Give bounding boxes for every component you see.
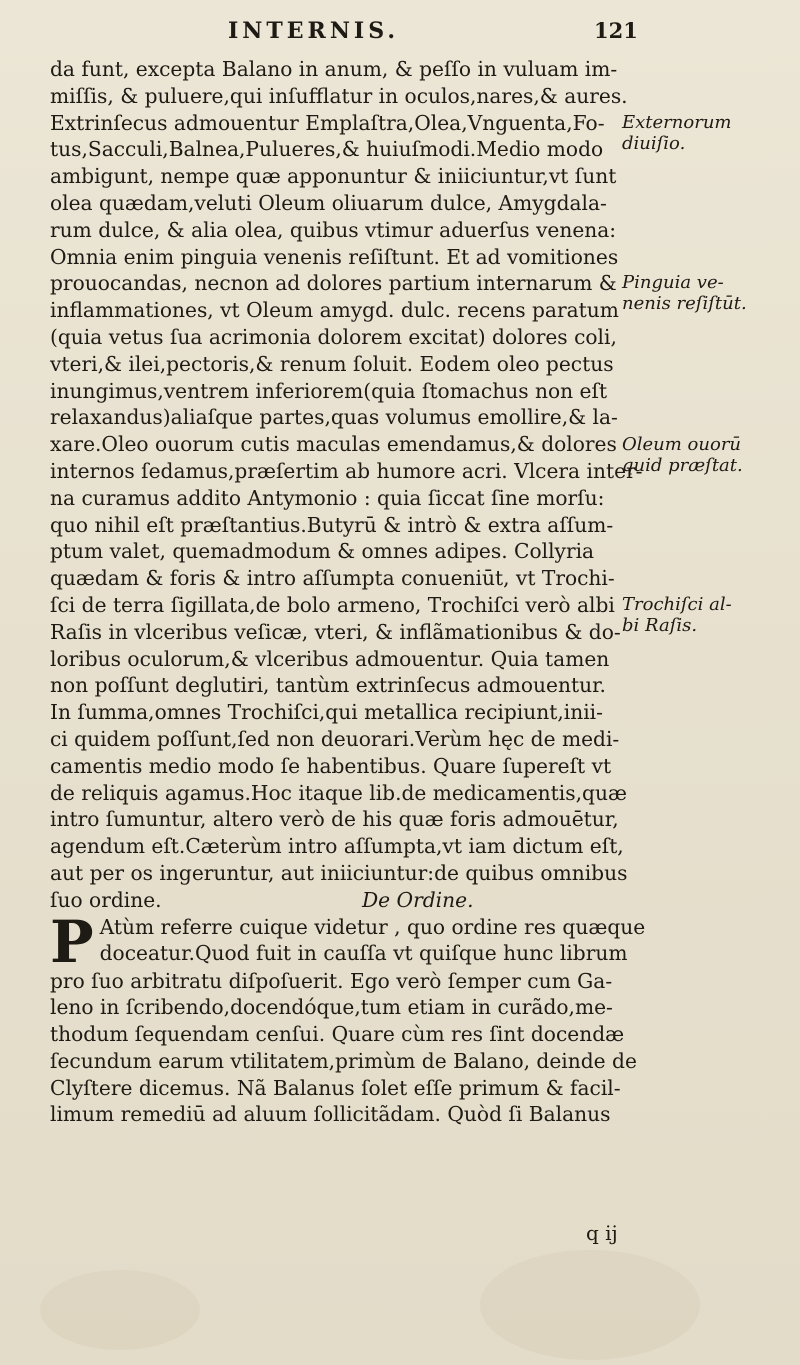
running-title: INTERNIS. (228, 18, 399, 44)
text-line: ptum valet, quemadmodum & omnes adipes. Collyria (50, 539, 595, 564)
text-line: ſci de terra ſigillata,de bolo armeno, Trochiſci verò albi (50, 592, 615, 617)
text-line: ſecundum earum vtilitatem,primùm de Balano, deinde de (50, 1048, 637, 1073)
text-line: prouocandas, necnon ad dolores partium internarum & (50, 271, 617, 296)
text-line: miſſis, & puluere,qui inſufflatur in oculos,nares,& aures. (50, 83, 628, 108)
text-line: leno in ſcribendo,docendóque,tum etiam in curãdo,me- (50, 995, 613, 1020)
paper-stain (480, 1250, 700, 1360)
text-line: agendum eſt.Cæterùm intro aſſumpta,vt iam dictum eſt, (50, 834, 624, 859)
text-line: non poſſunt deglutiri, tantùm extrinſecus admouentur. (50, 673, 606, 698)
text-line: relaxandus)aliaſque partes,quas volumus emollire,& la- (50, 405, 618, 430)
text-line: inflammationes, vt Oleum amygd. dulc. recens paratum (50, 298, 619, 323)
text-line: (quia vetus ſua acrimonia dolorem excitat) dolores coli, (50, 324, 617, 349)
note-line: quid præſtat. (622, 455, 743, 476)
running-head (0, 12, 800, 48)
text-line: ſuo ordine. (50, 887, 162, 912)
main-text-column (50, 56, 646, 1128)
text-line: Extrinſecus admouentur Emplaſtra,Olea,Vnguenta,Fo- (50, 110, 605, 135)
text-line: ambigunt, nempe quæ apponuntur & iniiciuntur,vt ſunt (50, 164, 617, 189)
note-line: Externorum (622, 112, 732, 133)
marginal-note (622, 594, 732, 636)
text-line: rum dulce, & alia olea, quibus vtimur aduerſus venena: (50, 217, 617, 242)
note-line: Trochiſci al- (622, 594, 732, 615)
text-line: da funt, excepta Balano in anum, & peſſo in vuluam im- (50, 57, 618, 81)
text-line: doceatur.Quod fuit in cauſſa vt quiſque hunc librum (99, 941, 628, 966)
section-heading: De Ordine. (362, 887, 474, 912)
text-line: quædam & foris & intro aſſumpta conueniūt, vt Trochi- (50, 566, 615, 591)
text-line: quo nihil eſt præſtantius.Butyrū & intrò & extra aſſum- (50, 512, 614, 537)
text-line: de reliquis agamus.Hoc itaque lib.de medicamentis,quæ (50, 780, 627, 805)
note-line: Oleum ouorū (622, 434, 742, 455)
text-line: Clyſtere dicemus. Nã Balanus ſolet eſſe primum & facil- (50, 1075, 621, 1100)
text-line: thodum ſequendam cenſui. Quare cùm res ſint docendæ (50, 1022, 625, 1047)
paper-stain (40, 1270, 200, 1350)
text-line: Omnia enim pinguia venenis reſiſtunt. Et ad vomitiones (50, 244, 619, 269)
text-line: limum remediū ad aluum ſollicitãdam. Quòd ſi Balanus (50, 1102, 611, 1127)
signature-mark: q ij (586, 1221, 618, 1245)
text-line: na curamus addito Antymonio : quia ſiccat ſine morſu: (50, 485, 605, 510)
note-line: bi Raſis. (622, 615, 698, 636)
text-line: aut per os ingeruntur, aut iniiciuntur:de quibus omnibus (50, 860, 628, 885)
text-line: olea quædam,veluti Oleum oliuarum dulce, Amygdala- (50, 190, 607, 215)
text-line: ci quidem poſſunt,ſed non deuorari.Verùm hęc de medi- (50, 726, 620, 751)
marginal-note (622, 434, 743, 476)
page-number: 121 (594, 18, 638, 43)
note-line: diuiſio. (622, 133, 686, 154)
text-line: xare.Oleo ouorum cutis maculas emendamus,& dolores (50, 432, 617, 457)
marginal-note (622, 272, 747, 314)
text-line: camentis medio modo ſe habentibus. Quare ſupereſt vt (50, 753, 612, 778)
text-line: vteri,& ilei,pectoris,& renum ſoluit. Eodem oleo pectus (50, 351, 614, 376)
text-line: Raſis in vlceribus veſicæ, vteri, & inflãmationibus & do- (50, 619, 621, 644)
drop-cap: P (50, 907, 94, 976)
text-line: internos ſedamus,præſertim ab humore acri. Vlcera inter- (50, 458, 643, 483)
text-line: intro ſumuntur, altero verò de his quæ foris admouētur, (50, 807, 619, 832)
text-line: loribus oculorum,& vlceribus admouentur. Quia tamen (50, 646, 610, 671)
marginal-note (622, 112, 731, 154)
note-line: Pinguia ve- (622, 272, 724, 293)
text-line: In ſumma,omnes Trochiſci,qui metallica recipiunt,inii- (50, 700, 603, 725)
text-line: inungimus,ventrem inferiorem(quia ſtomachus non eſt (50, 378, 608, 403)
text-line: tus,Sacculi,Balnea,Pulueres,& huiuſmodi.Medio modo (50, 137, 604, 162)
note-line: nenis reſiſtūt. (622, 293, 747, 314)
text-line: Atùm referre cuique videtur , quo ordine res quæque (99, 914, 646, 939)
text-line: pro ſuo arbitratu diſpoſuerit. Ego verò ſemper cum Ga- (50, 968, 613, 993)
paragraph-de-ordine (50, 907, 646, 1129)
